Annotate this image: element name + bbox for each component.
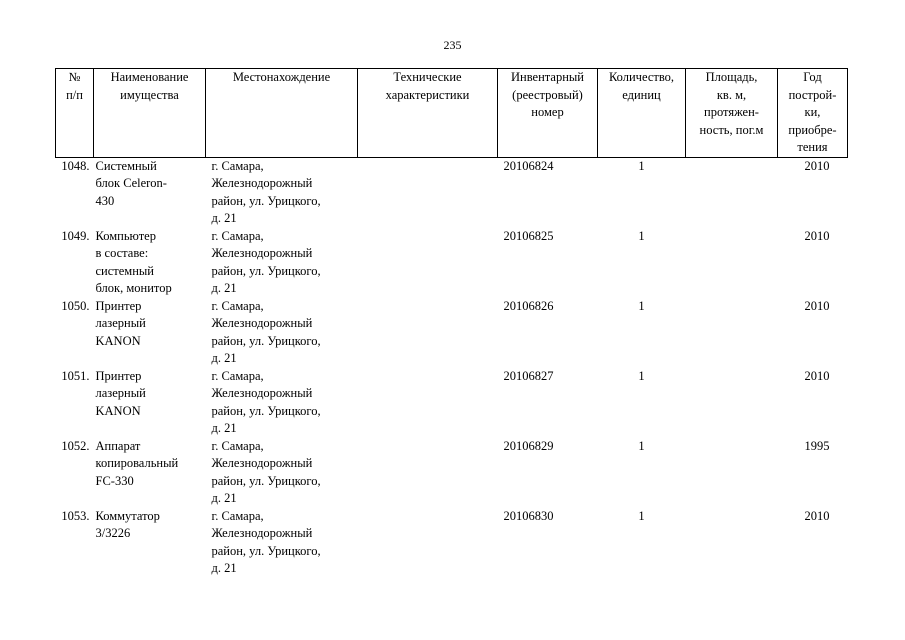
cell-tech: [358, 438, 498, 508]
cell-line: Системный: [95, 158, 157, 173]
cell-line: Площадь,: [705, 70, 758, 84]
cell-line: 430: [95, 193, 115, 208]
cell-line: Принтер: [95, 298, 142, 313]
cell-year: 2010: [804, 298, 830, 313]
cell-line: копировальный: [95, 456, 179, 470]
cell-line: д. 21: [211, 211, 237, 225]
cell-line: г. Самара,: [211, 158, 264, 173]
cell-line: район, ул. Урицкого,: [211, 193, 321, 208]
cell-line: (реестровый): [512, 87, 583, 102]
cell-line: ность, пог.м: [699, 122, 764, 137]
cell-location: [206, 438, 358, 508]
cell-line: Железнодорожный: [211, 526, 313, 540]
cell-line: г. Самара,: [211, 508, 264, 523]
cell-area: [686, 228, 778, 298]
cell-line: Аппарат: [95, 438, 141, 453]
cell-name: [94, 438, 206, 508]
cell-line: Железнодорожный: [211, 456, 313, 470]
cell-line: KANON: [95, 333, 141, 348]
cell-line: Железнодорожный: [211, 386, 313, 400]
cell-line: Наименование: [110, 70, 189, 84]
cell-inventory: 20106830: [503, 508, 554, 523]
cell-location: [206, 298, 358, 368]
header-number: [56, 69, 94, 158]
cell-line: тения: [797, 140, 828, 154]
cell-line: Коммутатор: [95, 508, 160, 523]
cell-line: район, ул. Урицкого,: [211, 403, 321, 418]
table-row: [56, 157, 848, 228]
cell-line: построй-: [788, 87, 837, 102]
table-row: [56, 438, 848, 508]
cell-line: характеристики: [385, 87, 470, 102]
cell-line: Количество,: [608, 70, 675, 84]
cell-line: блок Celeron-: [95, 176, 167, 190]
cell-year: 2010: [804, 508, 830, 523]
page-number: 235: [443, 38, 462, 52]
cell-tech: [358, 508, 498, 578]
cell-name: [94, 298, 206, 368]
cell-area: [686, 157, 778, 228]
header-location: [206, 69, 358, 158]
cell-name: [94, 508, 206, 578]
cell-tech: [358, 228, 498, 298]
header-quantity: [598, 69, 686, 158]
cell-line: район, ул. Урицкого,: [211, 473, 321, 488]
header-tech: [358, 69, 498, 158]
cell-line: Железнодорожный: [211, 316, 313, 330]
cell-tech: [358, 157, 498, 228]
cell-line: Железнодорожный: [211, 246, 313, 260]
table-row: [56, 368, 848, 438]
cell-line: ки,: [804, 105, 821, 119]
cell-year: 2010: [804, 158, 830, 173]
cell-year: 2010: [804, 228, 830, 243]
cell-name: [94, 368, 206, 438]
cell-line: Компьютер: [95, 228, 156, 243]
cell-line: KANON: [95, 403, 141, 418]
table-row: [56, 508, 848, 578]
cell-line: протяжен-: [704, 105, 759, 119]
header-row: [56, 69, 848, 158]
cell-line: район, ул. Урицкого,: [211, 333, 321, 348]
cell-line: д. 21: [211, 281, 237, 295]
cell-location: [206, 508, 358, 578]
table-row: [56, 298, 848, 368]
cell-line: кв. м,: [716, 87, 747, 102]
cell-line: д. 21: [211, 421, 237, 435]
cell-quantity: 1: [638, 508, 645, 523]
cell-line: д. 21: [211, 561, 237, 575]
cell-quantity: 1: [638, 228, 645, 243]
cell-line: единиц: [622, 87, 661, 102]
cell-line: район, ул. Урицкого,: [211, 263, 321, 278]
cell-line: д. 21: [211, 351, 237, 365]
cell-inventory: 20106827: [503, 368, 554, 383]
cell-area: [686, 438, 778, 508]
cell-number: 1053.: [61, 508, 90, 523]
cell-number: 1052.: [61, 438, 90, 453]
cell-line: номер: [531, 105, 564, 119]
cell-tech: [358, 368, 498, 438]
cell-line: Технические: [393, 70, 462, 84]
cell-location: [206, 368, 358, 438]
cell-inventory: 20106825: [503, 228, 554, 243]
cell-line: г. Самара,: [211, 438, 264, 453]
cell-name: [94, 228, 206, 298]
cell-line: п/п: [66, 87, 83, 102]
cell-line: лазерный: [95, 386, 146, 400]
cell-inventory: 20106826: [503, 298, 554, 313]
cell-line: г. Самара,: [211, 298, 264, 313]
cell-line: приобре-: [788, 122, 837, 137]
cell-number: 1049.: [61, 228, 90, 243]
table-row: [56, 228, 848, 298]
cell-area: [686, 298, 778, 368]
cell-line: имущества: [120, 87, 179, 102]
header-year: [778, 69, 848, 158]
cell-tech: [358, 298, 498, 368]
header-area: [686, 69, 778, 158]
cell-quantity: 1: [638, 298, 645, 313]
cell-line: системный: [95, 263, 154, 278]
cell-year: 1995: [804, 438, 830, 453]
cell-line: Год: [803, 70, 822, 84]
property-registry-table: [55, 68, 848, 578]
header-name: [94, 69, 206, 158]
cell-area: [686, 368, 778, 438]
table-header: [56, 69, 848, 158]
cell-quantity: 1: [638, 158, 645, 173]
header-inventory: [498, 69, 598, 158]
cell-location: [206, 228, 358, 298]
cell-location: [206, 157, 358, 228]
cell-number: 1051.: [61, 368, 90, 383]
cell-line: Инвентарный: [511, 70, 584, 84]
cell-year: 2010: [804, 368, 830, 383]
cell-number: 1048.: [61, 158, 90, 173]
cell-line: Принтер: [95, 368, 142, 383]
cell-line: г. Самара,: [211, 228, 264, 243]
cell-line: Местонахождение: [232, 70, 331, 84]
cell-line: в составе:: [95, 246, 149, 260]
table-body: [56, 157, 848, 578]
cell-line: район, ул. Урицкого,: [211, 543, 321, 558]
cell-number: 1050.: [61, 298, 90, 313]
cell-line: лазерный: [95, 316, 146, 330]
cell-area: [686, 508, 778, 578]
cell-quantity: 1: [638, 438, 645, 453]
cell-name: [94, 157, 206, 228]
cell-line: Железнодорожный: [211, 176, 313, 190]
cell-line: 3/3226: [95, 526, 131, 540]
cell-line: д. 21: [211, 491, 237, 505]
cell-line: блок, монитор: [95, 281, 172, 295]
cell-inventory: 20106824: [503, 158, 554, 173]
cell-line: г. Самара,: [211, 368, 264, 383]
cell-line: FC-330: [95, 473, 134, 488]
cell-inventory: 20106829: [503, 438, 554, 453]
cell-line: №: [68, 70, 81, 84]
cell-quantity: 1: [638, 368, 645, 383]
